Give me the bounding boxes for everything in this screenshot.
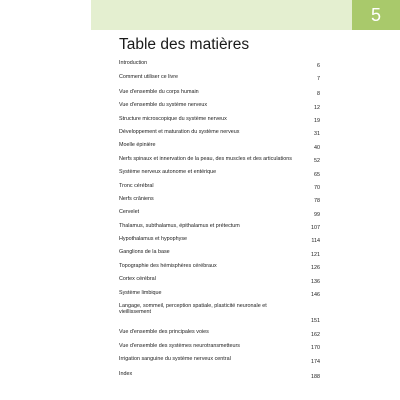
- toc-entry-title: Hypothalamus et hypophyse: [119, 236, 188, 243]
- toc-entry[interactable]: [119, 303, 320, 327]
- toc-entry-page: 31: [314, 131, 320, 138]
- toc-entry[interactable]: [119, 89, 320, 100]
- page-title: Table des matières: [119, 36, 250, 53]
- toc-entry-page: 12: [314, 104, 320, 111]
- toc-entry[interactable]: [119, 60, 320, 71]
- toc-entry-title: Système limbique: [119, 289, 162, 296]
- chapter-number-badge: 5: [352, 0, 400, 30]
- toc-entry-page: 52: [314, 158, 320, 165]
- toc-entry-title: Vue d'ensemble du corps humain: [119, 88, 199, 95]
- toc-entry-page: 174: [311, 358, 320, 365]
- toc-entry[interactable]: [119, 74, 320, 85]
- toc-entry-page: 121: [311, 251, 320, 258]
- toc-entry-title: Introduction: [119, 60, 148, 67]
- toc-entry-title: Moelle épinière: [119, 142, 156, 149]
- toc-entry[interactable]: [119, 249, 320, 260]
- toc-entry-page: 107: [311, 225, 320, 232]
- toc-entry-title: Thalamus, subthalamus, épithalamus et prétectum: [119, 222, 240, 229]
- toc-entry-page: 65: [314, 171, 320, 178]
- toc-entry-title: Vue d'ensemble des principales voies: [119, 329, 209, 336]
- toc-entry[interactable]: [119, 343, 320, 354]
- toc-entry[interactable]: [119, 276, 320, 287]
- toc-entry-page: 170: [311, 345, 320, 352]
- toc-entry[interactable]: [119, 169, 320, 180]
- toc-entry-page: 162: [311, 331, 320, 338]
- toc-entry-page: 40: [314, 144, 320, 151]
- toc-entry-title: Topographie des hémisphères cérébraux: [119, 262, 217, 269]
- toc-entry[interactable]: [119, 371, 320, 382]
- toc-entry-title: Langage, sommeil, perception spatiale, plasticité neuronale et vieillissement: [119, 303, 267, 316]
- toc-entry[interactable]: [119, 329, 320, 340]
- toc-entry-page: 114: [311, 238, 320, 245]
- toc-entry[interactable]: [119, 183, 320, 194]
- toc-entry-title: Cervelet: [119, 209, 140, 216]
- toc-entry-title: Tronc cérébral: [119, 182, 154, 189]
- toc-entry-page: 6: [317, 62, 320, 69]
- toc-entry-page: 78: [314, 198, 320, 205]
- toc-entry-title: Index: [119, 371, 133, 378]
- toc-entry[interactable]: [119, 102, 320, 113]
- toc-entry-page: 188: [311, 373, 320, 380]
- toc-entry[interactable]: [119, 223, 320, 234]
- toc-entry[interactable]: [119, 196, 320, 207]
- toc-entry-page: 151: [311, 318, 320, 325]
- toc-entry[interactable]: [119, 209, 320, 220]
- toc-entry[interactable]: [119, 116, 320, 127]
- toc-entry-page: 146: [311, 292, 320, 299]
- toc-entry-page: 19: [314, 117, 320, 124]
- toc-entry-page: 8: [317, 91, 320, 98]
- table-of-contents: [119, 58, 320, 382]
- toc-entry[interactable]: [119, 129, 320, 140]
- toc-entry[interactable]: [119, 290, 320, 301]
- toc-entry-page: 70: [314, 184, 320, 191]
- toc-entry-title: Nerfs crâniens: [119, 195, 154, 202]
- toc-entry-title: Système nerveux autonome et entérique: [119, 169, 217, 176]
- toc-entry-page: 7: [317, 76, 320, 83]
- toc-entry-title: Irrigation sanguine du système nerveux central: [119, 356, 231, 363]
- toc-entry[interactable]: [119, 236, 320, 247]
- toc-entry-title: Structure microscopique du système nerveux: [119, 115, 227, 122]
- toc-entry-title: Ganglions de la base: [119, 249, 170, 256]
- toc-entry[interactable]: [119, 156, 320, 167]
- toc-entry-title: Vue d'ensemble du système nerveux: [119, 102, 208, 109]
- toc-entry[interactable]: [119, 142, 320, 153]
- toc-entry-title: Développement et maturation du système nerveux: [119, 128, 240, 135]
- toc-entry-page: 99: [314, 211, 320, 218]
- toc-entry-page: 126: [311, 265, 320, 272]
- toc-entry-page: 136: [311, 278, 320, 285]
- toc-entry[interactable]: [119, 356, 320, 367]
- toc-entry-title: Nerfs spinaux et innervation de la peau, des muscles et des articulations: [119, 155, 292, 162]
- toc-entry-title: Cortex cérébral: [119, 276, 156, 283]
- toc-entry[interactable]: [119, 263, 320, 274]
- toc-entry-title: Vue d'ensemble des systèmes neurotransmetteurs: [119, 342, 240, 349]
- toc-entry-title: Comment utiliser ce livre: [119, 73, 179, 80]
